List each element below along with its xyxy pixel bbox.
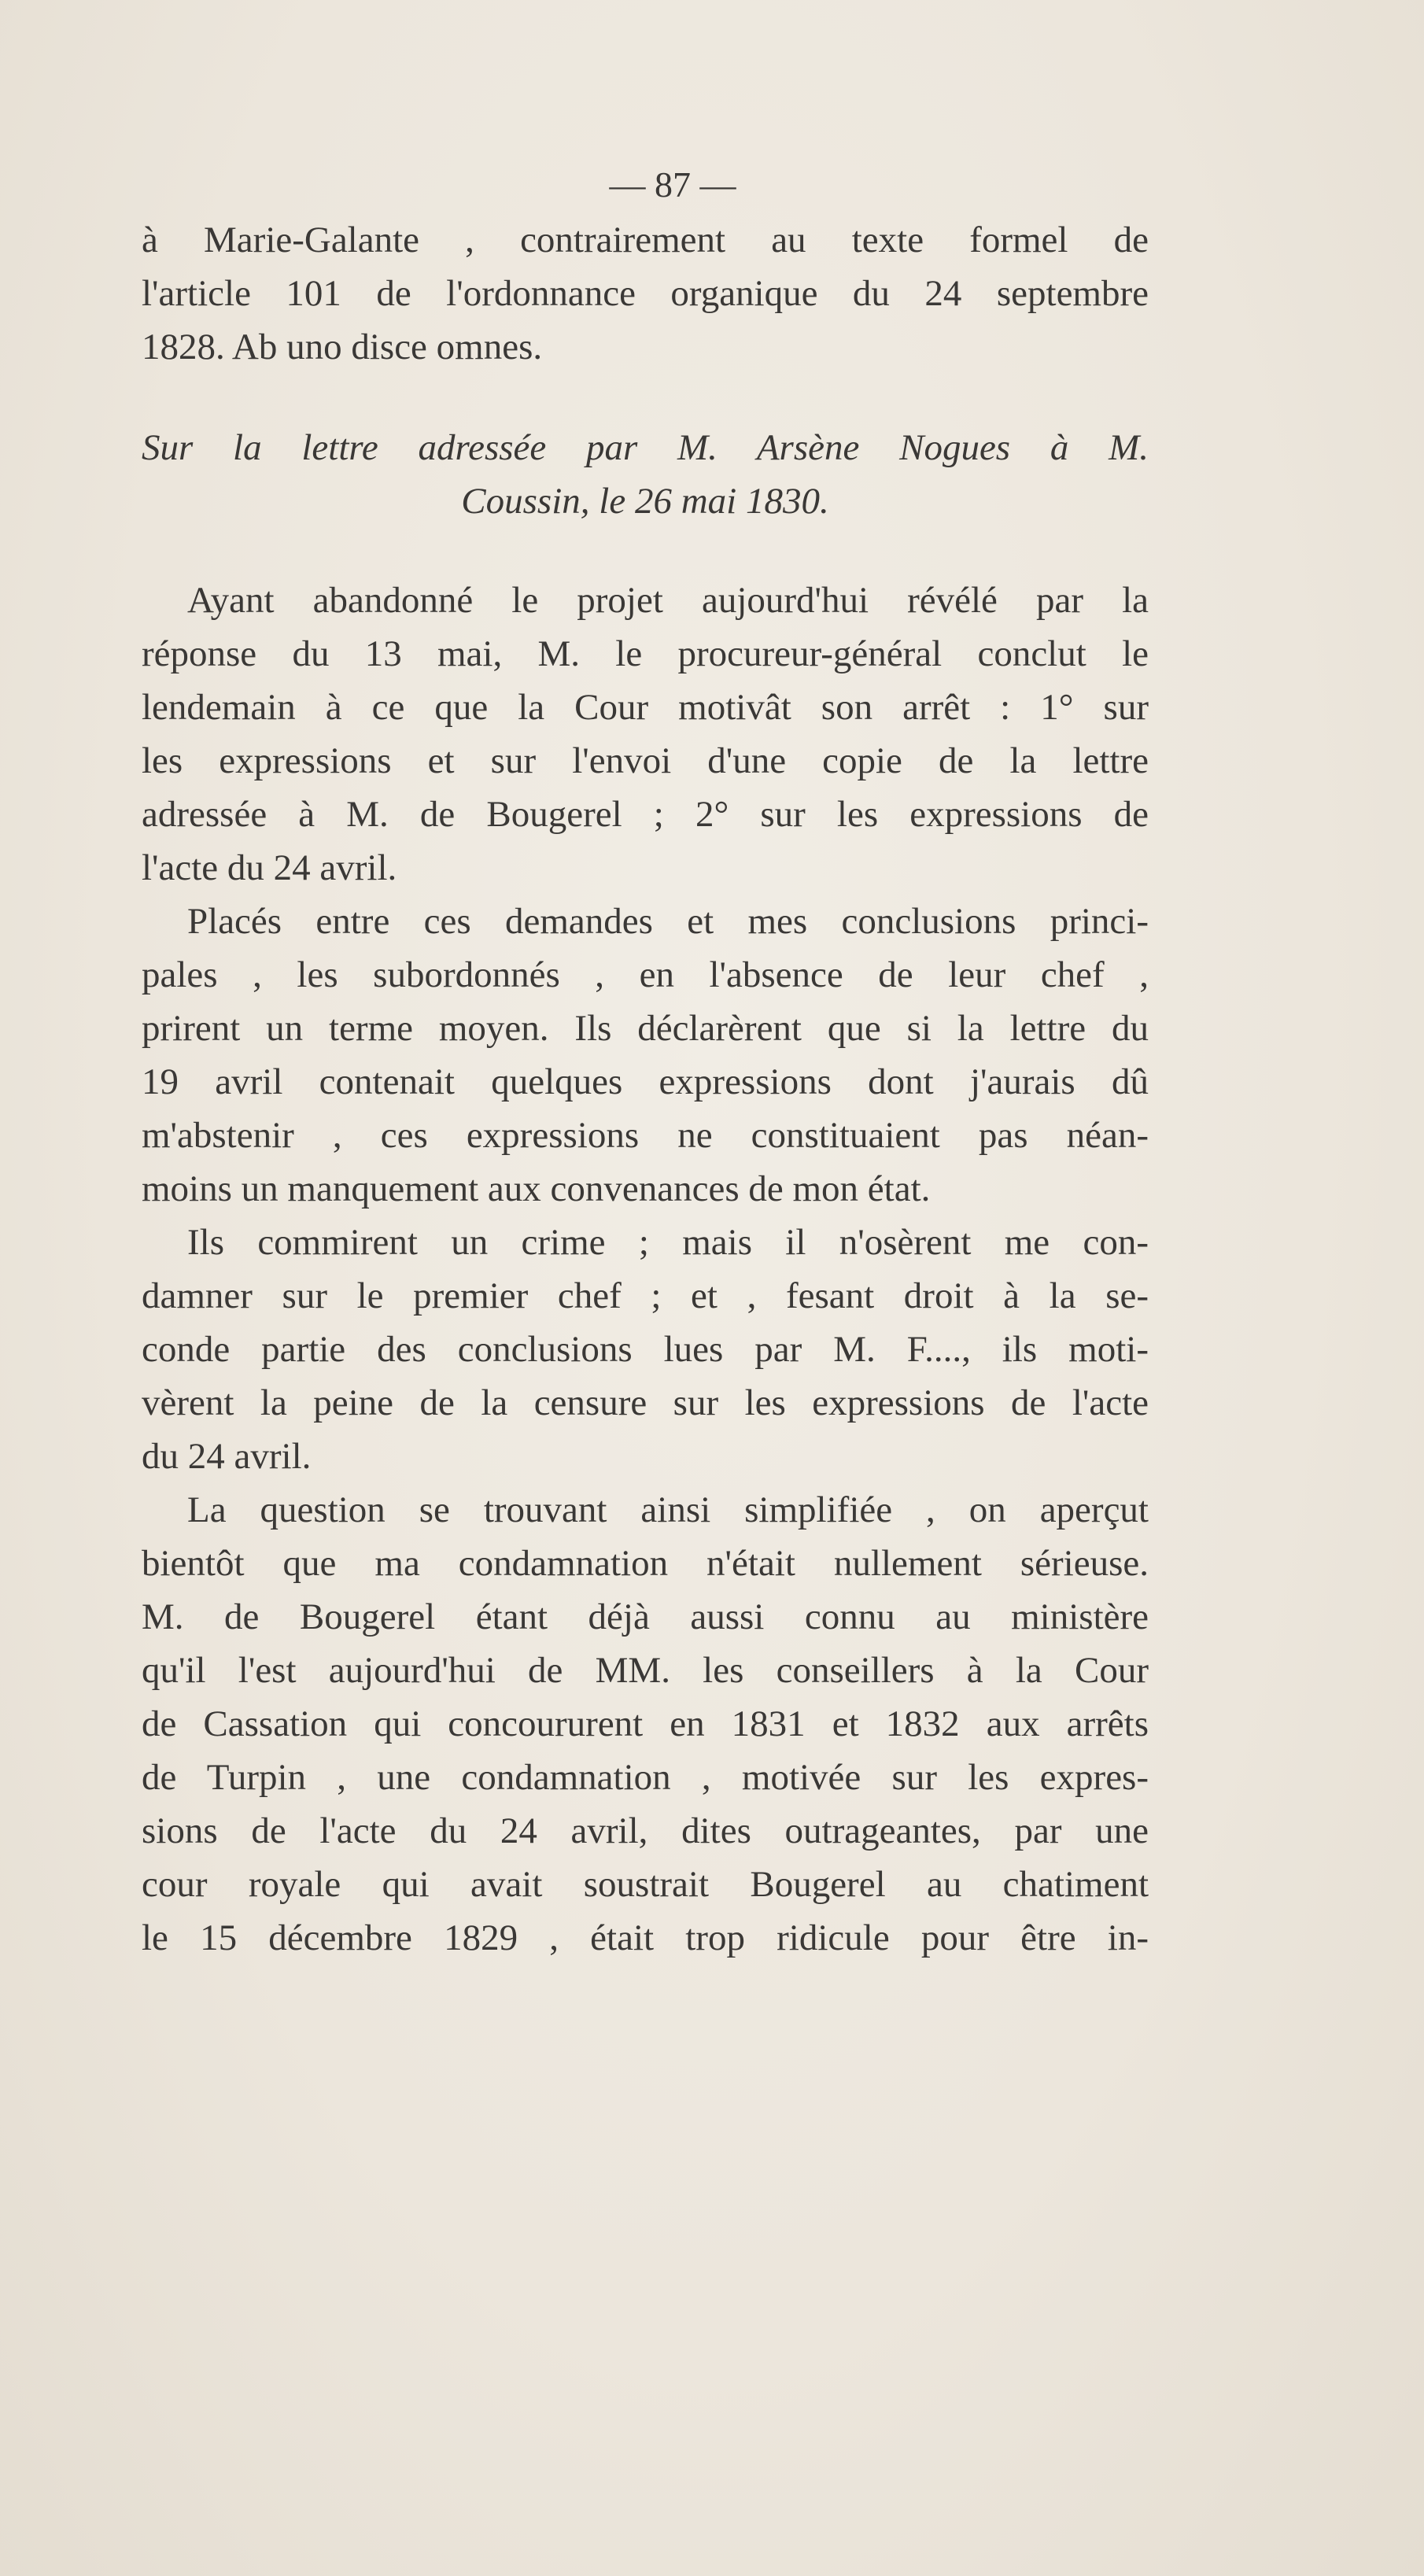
- text-line: La question se trouvant ainsi simplifiée , on aperçut: [187, 1489, 1149, 1530]
- text-line: 19 avril contenait quelques expressions dont j'aurais dû: [142, 1061, 1149, 1102]
- text-line: lendemain à ce que la Cour motivât son arrêt : 1° sur: [142, 687, 1149, 728]
- text-line: sions de l'acte du 24 avril, dites outrageantes, par une: [142, 1810, 1149, 1851]
- text-line: prirent un terme moyen. Ils déclarèrent que si la lettre du: [142, 1008, 1149, 1049]
- intro-paragraph: [142, 213, 1149, 374]
- text-line: Placés entre ces demandes et mes conclusions princi-: [187, 901, 1149, 942]
- text-line: M. de Bougerel étant déjà aussi connu au ministère: [142, 1596, 1149, 1637]
- paragraph: [142, 1483, 1149, 1965]
- text-line: damner sur le premier chef ; et , fesant droit à la se-: [142, 1275, 1149, 1316]
- paragraph: [142, 895, 1149, 1216]
- text-line: cour royale qui avait soustrait Bougerel au chatiment: [142, 1864, 1149, 1905]
- text-line: m'abstenir , ces expressions ne constituaient pas néan-: [142, 1115, 1149, 1156]
- text-line: pales , les subordonnés , en l'absence de leur chef ,: [142, 954, 1149, 995]
- text-line: de Turpin , une condamnation , motivée sur les expres-: [142, 1757, 1149, 1798]
- text-line: moins un manquement aux convenances de mon état.: [142, 1168, 931, 1209]
- page-number: — 87 —: [609, 164, 736, 205]
- text-line: Ayant abandonné le projet aujourd'hui révélé par la: [187, 580, 1149, 621]
- paragraph: [142, 574, 1149, 895]
- text-line: à Marie-Galante , contrairement au texte formel de: [142, 220, 1149, 260]
- text-line: réponse du 13 mai, M. le procureur-général conclut le: [142, 633, 1149, 674]
- text-line: de Cassation qui concoururent en 1831 et 1832 aux arrêts: [142, 1703, 1149, 1744]
- heading-line: Coussin, le 26 mai 1830.: [461, 481, 829, 522]
- text-line: qu'il l'est aujourd'hui de MM. les conseillers à la Cour: [142, 1650, 1149, 1691]
- text-line: bientôt que ma condamnation n'était nullement sérieuse.: [142, 1543, 1149, 1584]
- text-line: adressée à M. de Bougerel ; 2° sur les expressions de: [142, 794, 1149, 835]
- text-line: l'acte du 24 avril.: [142, 847, 397, 888]
- text-line: le 15 décembre 1829 , était trop ridicule pour être in-: [142, 1917, 1149, 1958]
- section-heading: [142, 421, 1149, 528]
- text-line: conde partie des conclusions lues par M. F...., ils moti-: [142, 1329, 1149, 1370]
- heading-line: Sur la lettre adressée par M. Arsène Nogues à M.: [142, 427, 1149, 468]
- paragraph: [142, 1216, 1149, 1483]
- text-line: l'article 101 de l'ordonnance organique du 24 septembre: [142, 273, 1149, 314]
- text-line: 1828. Ab uno disce omnes.: [142, 327, 543, 367]
- text-line: du 24 avril.: [142, 1436, 312, 1477]
- text-line: vèrent la peine de la censure sur les expressions de l'acte: [142, 1382, 1149, 1423]
- text-line: Ils commirent un crime ; mais il n'osèrent me con-: [187, 1222, 1149, 1263]
- text-block: [142, 161, 1149, 1965]
- text-line: les expressions et sur l'envoi d'une copie de la lettre: [142, 740, 1149, 781]
